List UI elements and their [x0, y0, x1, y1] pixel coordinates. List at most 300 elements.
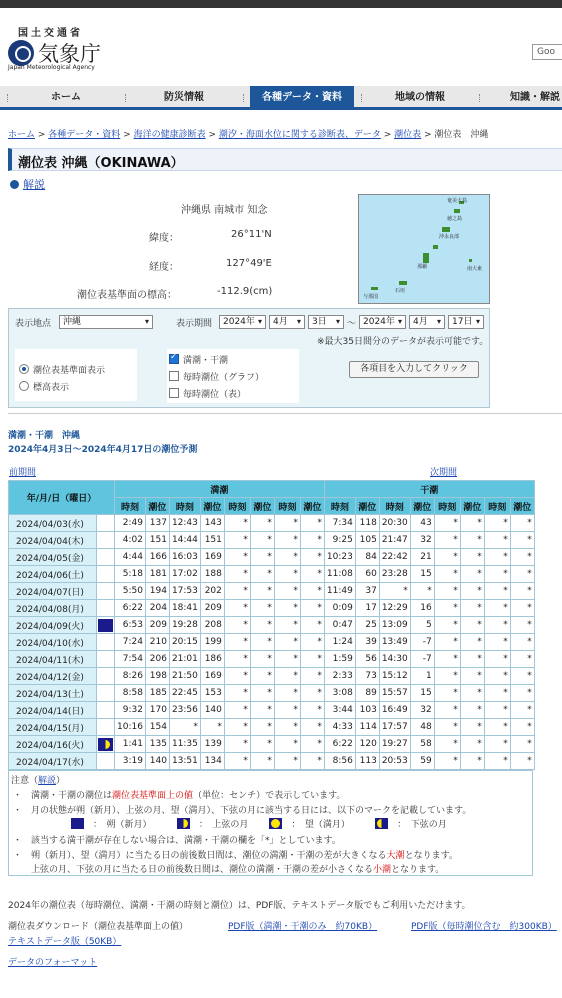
- nav-home[interactable]: ホーム: [51, 92, 81, 103]
- guide-link[interactable]: [10, 176, 45, 192]
- high-level-cell: 170: [145, 702, 169, 719]
- note-1: [13, 788, 345, 801]
- elevation-value: -112.9(cm): [217, 286, 273, 297]
- low-time-cell: *: [484, 549, 510, 566]
- low-level-cell: *: [510, 668, 534, 685]
- low-level-cell: *: [510, 583, 534, 600]
- low-time-cell: *: [434, 736, 460, 753]
- note-6-text: 上弦の月、下弦の月に当たる日の前後数日間は、潮位の満潮・干潮の差が小さくなる: [31, 865, 374, 875]
- low-time-cell: 15:12: [379, 668, 410, 685]
- high-time-cell: *: [274, 532, 300, 549]
- map-label: 沖永良部: [439, 234, 460, 240]
- logo-english-text: Japan Meteorological Agency: [8, 64, 95, 71]
- moon-cell: [97, 753, 115, 770]
- check-tide-option[interactable]: [169, 353, 228, 366]
- high-level-header: 潮位: [200, 498, 224, 515]
- moon-cell: [97, 515, 115, 532]
- note-bullet: ・: [13, 791, 23, 801]
- high-time-cell: *: [274, 566, 300, 583]
- high-time-cell: *: [274, 736, 300, 753]
- high-level-cell: *: [300, 685, 324, 702]
- low-time-cell: 12:29: [379, 600, 410, 617]
- low-time-header: 時刻: [324, 498, 355, 515]
- high-time-cell: 19:28: [169, 617, 200, 634]
- high-time-cell: *: [224, 634, 250, 651]
- high-level-cell: *: [250, 532, 274, 549]
- low-level-cell: 120: [355, 736, 379, 753]
- high-time-cell: *: [274, 702, 300, 719]
- table-row: [9, 668, 535, 685]
- notes-guide-link[interactable]: 解説: [38, 776, 57, 786]
- note-6-end: となります。: [391, 865, 445, 875]
- period-tilde: 〜: [347, 319, 357, 329]
- high-time-cell: *: [224, 549, 250, 566]
- low-time-cell: *: [484, 685, 510, 702]
- check-graph-option[interactable]: [169, 370, 264, 383]
- longitude-value: 127°49'E: [226, 258, 272, 269]
- date-cell: 2024/04/06(土): [9, 566, 97, 583]
- high-level-cell: *: [250, 651, 274, 668]
- low-time-cell: *: [484, 583, 510, 600]
- high-time-cell: *: [224, 668, 250, 685]
- low-time-cell: *: [434, 549, 460, 566]
- radio-elev[interactable]: [19, 381, 29, 391]
- high-time-cell: *: [224, 651, 250, 668]
- note-5-red: 大潮: [386, 851, 405, 861]
- high-time-cell: 6:22: [115, 600, 146, 617]
- map-label: 那覇: [417, 264, 428, 270]
- page-title: 潮位表 沖縄（OKINAWA）: [8, 148, 562, 171]
- low-level-cell: *: [460, 600, 484, 617]
- first-quarter-icon: [177, 818, 190, 829]
- map-island: [371, 287, 378, 290]
- low-time-cell: 6:22: [324, 736, 355, 753]
- low-level-cell: *: [460, 651, 484, 668]
- high-time-cell: 3:19: [115, 753, 146, 770]
- high-time-cell: 22:45: [169, 685, 200, 702]
- high-time-cell: 17:02: [169, 566, 200, 583]
- high-level-cell: 140: [200, 702, 224, 719]
- low-level-cell: 39: [355, 634, 379, 651]
- high-time-cell: *: [274, 668, 300, 685]
- period-label: 表示期間: [176, 319, 213, 329]
- high-level-cell: 151: [200, 532, 224, 549]
- point-select[interactable]: 沖縄 ▾: [59, 315, 153, 329]
- moon-cell: [97, 583, 115, 600]
- low-level-cell: 118: [355, 515, 379, 532]
- low-time-cell: 1:24: [324, 634, 355, 651]
- legend-first: ： 上弦の月: [198, 820, 249, 830]
- high-time-header: 時刻: [224, 498, 250, 515]
- high-level-cell: 210: [145, 634, 169, 651]
- low-level-cell: 89: [355, 685, 379, 702]
- low-time-cell: 2:33: [324, 668, 355, 685]
- high-level-header: 潮位: [145, 498, 169, 515]
- radio-elev-label: 標高表示: [33, 383, 70, 393]
- high-level-cell: *: [250, 583, 274, 600]
- low-time-header: 時刻: [434, 498, 460, 515]
- low-time-cell: 1:59: [324, 651, 355, 668]
- high-time-cell: 4:44: [115, 549, 146, 566]
- low-level-cell: 17: [355, 600, 379, 617]
- note-1-text: 満潮・干潮の潮位は: [31, 791, 113, 801]
- high-time-cell: *: [224, 685, 250, 702]
- jma-emblem-icon: [8, 40, 34, 66]
- high-level-cell: *: [250, 736, 274, 753]
- note-1-text-end: （単位：センチ）で表示しています。: [193, 791, 346, 801]
- high-time-cell: 2:49: [115, 515, 146, 532]
- low-time-cell: 21:47: [379, 532, 410, 549]
- data-format-link[interactable]: データのフォーマット: [8, 958, 98, 968]
- low-time-cell: *: [434, 634, 460, 651]
- to-day-select[interactable]: 17日 ▾: [448, 315, 484, 329]
- nav-disaster-info[interactable]: 防災情報: [164, 92, 204, 103]
- high-time-cell: 11:35: [169, 736, 200, 753]
- high-time-cell: 4:02: [115, 532, 146, 549]
- low-time-cell: *: [484, 515, 510, 532]
- low-time-cell: *: [484, 736, 510, 753]
- global-nav: [0, 86, 562, 110]
- low-time-cell: *: [434, 532, 460, 549]
- high-time-cell: *: [274, 600, 300, 617]
- low-level-cell: 32: [410, 702, 434, 719]
- date-cell: 2024/04/05(金): [9, 549, 97, 566]
- map-island: [454, 209, 460, 213]
- map-island: [423, 253, 429, 263]
- nav-knowledge[interactable]: 知識・解説: [510, 92, 560, 103]
- high-time-cell: *: [224, 753, 250, 770]
- high-level-cell: 169: [200, 549, 224, 566]
- low-level-cell: *: [460, 753, 484, 770]
- high-level-cell: 166: [145, 549, 169, 566]
- low-level-cell: *: [510, 719, 534, 736]
- search-form: [8, 308, 490, 408]
- notes-title: 注意: [11, 776, 30, 786]
- high-time-cell: 18:41: [169, 600, 200, 617]
- notes-box: [8, 770, 533, 876]
- moon-cell: [97, 736, 115, 753]
- high-level-cell: 204: [145, 600, 169, 617]
- moon-cell: [97, 617, 115, 634]
- low-level-header: 潮位: [410, 498, 434, 515]
- radio-elev-option[interactable]: [19, 380, 69, 393]
- jma-logo[interactable]: [8, 24, 108, 74]
- new-moon-icon: [98, 619, 113, 632]
- submit-button[interactable]: 各項目を入力してクリック: [349, 361, 479, 378]
- high-time-cell: *: [274, 651, 300, 668]
- high-time-header: 時刻: [274, 498, 300, 515]
- high-level-cell: 143: [200, 515, 224, 532]
- high-level-cell: 135: [145, 736, 169, 753]
- low-level-header: 潮位: [355, 498, 379, 515]
- low-level-cell: 15: [410, 685, 434, 702]
- low-tide-header: 干潮: [324, 481, 534, 498]
- high-level-cell: *: [300, 532, 324, 549]
- low-time-cell: 22:42: [379, 549, 410, 566]
- tide-table: [8, 480, 535, 770]
- breadcrumb-current: 潮位表 沖縄: [434, 130, 489, 140]
- table-row: [9, 685, 535, 702]
- nav-data-materials[interactable]: 各種データ・資料: [250, 86, 354, 110]
- low-time-cell: 0:47: [324, 617, 355, 634]
- download-label: 潮位表ダウンロード（潮位表基準面上の値）: [8, 922, 189, 932]
- low-level-cell: *: [510, 685, 534, 702]
- high-level-cell: *: [250, 668, 274, 685]
- high-level-cell: *: [300, 583, 324, 600]
- display-items-group: [167, 349, 299, 403]
- low-time-cell: *: [484, 651, 510, 668]
- pdf-hourly-link[interactable]: PDF版（毎時潮位含む 約300KB）: [411, 922, 557, 932]
- high-level-cell: 169: [200, 668, 224, 685]
- high-level-cell: *: [300, 634, 324, 651]
- date-cell: 2024/04/09(火): [9, 617, 97, 634]
- breadcrumb-data[interactable]: 各種データ・資料: [48, 130, 121, 140]
- map-island: [469, 259, 472, 262]
- low-level-cell: *: [410, 583, 434, 600]
- high-time-cell: *: [169, 719, 200, 736]
- last-quarter-icon: [375, 818, 388, 829]
- high-level-cell: 181: [145, 566, 169, 583]
- high-level-cell: *: [300, 515, 324, 532]
- low-level-cell: *: [460, 515, 484, 532]
- breadcrumb-tide-diagnosis[interactable]: 潮汐・海面水位に関する診断表、データ: [218, 130, 381, 140]
- low-level-cell: *: [460, 566, 484, 583]
- low-time-cell: 0:09: [324, 600, 355, 617]
- high-level-header: 潮位: [250, 498, 274, 515]
- high-time-cell: *: [224, 600, 250, 617]
- low-level-cell: *: [460, 583, 484, 600]
- low-level-cell: *: [510, 600, 534, 617]
- high-time-cell: 5:18: [115, 566, 146, 583]
- note-5-text: 朔（新月）、望（満月）に当たる日の前後数日間は、潮位の満潮・干潮の差が大きくなる: [31, 851, 387, 861]
- low-level-cell: *: [460, 549, 484, 566]
- low-time-cell: 11:08: [324, 566, 355, 583]
- check-tide-label: 満潮・干潮: [183, 356, 229, 366]
- moon-cell: [97, 634, 115, 651]
- high-level-cell: *: [300, 668, 324, 685]
- station-map: [358, 194, 490, 304]
- high-level-cell: 185: [145, 685, 169, 702]
- next-period-link[interactable]: 次期間: [430, 468, 458, 478]
- low-time-cell: *: [434, 753, 460, 770]
- high-level-cell: 134: [200, 753, 224, 770]
- low-level-cell: 114: [355, 719, 379, 736]
- low-level-cell: *: [510, 549, 534, 566]
- low-time-cell: 9:25: [324, 532, 355, 549]
- logo-agency-text: 気象庁: [38, 42, 101, 66]
- low-time-cell: *: [484, 702, 510, 719]
- to-month-select[interactable]: 4月 ▾: [409, 315, 445, 329]
- moon-cell: [97, 600, 115, 617]
- date-cell: 2024/04/07(日): [9, 583, 97, 600]
- low-time-cell: *: [434, 651, 460, 668]
- high-level-cell: 206: [145, 651, 169, 668]
- high-level-cell: *: [250, 515, 274, 532]
- low-level-cell: 32: [410, 532, 434, 549]
- max-days-note: ※最大35日間分のデータが表示可能です。: [317, 337, 489, 347]
- low-level-cell: 48: [410, 719, 434, 736]
- low-time-cell: 10:23: [324, 549, 355, 566]
- high-time-cell: 17:53: [169, 583, 200, 600]
- point-label: 表示地点: [15, 319, 52, 329]
- check-tide[interactable]: [169, 354, 179, 364]
- date-cell: 2024/04/11(木): [9, 651, 97, 668]
- high-time-cell: *: [274, 583, 300, 600]
- high-time-cell: 21:01: [169, 651, 200, 668]
- low-time-cell: 3:44: [324, 702, 355, 719]
- radio-base-option[interactable]: [19, 363, 105, 376]
- nav-separator: [243, 94, 244, 102]
- moon-cell: [97, 651, 115, 668]
- divider: [8, 413, 562, 414]
- map-island: [442, 227, 450, 232]
- low-level-cell: 105: [355, 532, 379, 549]
- low-time-cell: 14:30: [379, 651, 410, 668]
- low-time-cell: 4:33: [324, 719, 355, 736]
- notes-title-line: 注意（解説）: [11, 776, 66, 786]
- moon-cell: [97, 549, 115, 566]
- high-time-cell: *: [224, 566, 250, 583]
- high-time-cell: 10:16: [115, 719, 146, 736]
- date-cell: 2024/04/12(金): [9, 668, 97, 685]
- note-2: [13, 803, 471, 816]
- high-level-cell: *: [300, 549, 324, 566]
- low-level-cell: 1: [410, 668, 434, 685]
- low-level-cell: 58: [410, 736, 434, 753]
- to-year-select[interactable]: 2024年 ▾: [359, 315, 406, 329]
- legend-new: ： 朔（新月）: [93, 820, 148, 830]
- text-data-link[interactable]: テキストデータ版（50KB）: [8, 937, 122, 947]
- high-time-cell: 8:58: [115, 685, 146, 702]
- radio-base-label: 潮位表基準面表示: [33, 366, 106, 376]
- low-level-cell: 113: [355, 753, 379, 770]
- high-time-cell: 23:56: [169, 702, 200, 719]
- top-bar: [0, 0, 562, 8]
- low-time-cell: *: [434, 668, 460, 685]
- high-level-cell: 202: [200, 583, 224, 600]
- low-time-cell: *: [434, 600, 460, 617]
- high-level-cell: 198: [145, 668, 169, 685]
- result-period: 2024年4月3日〜2024年4月17日の潮位予測: [8, 445, 198, 455]
- low-level-cell: *: [460, 702, 484, 719]
- high-level-cell: 151: [145, 532, 169, 549]
- check-graph[interactable]: [169, 371, 179, 381]
- low-level-cell: *: [510, 532, 534, 549]
- note-4-text: 該当する満干潮が存在しない場合は、満潮・干潮の欄を「*」としています。: [31, 836, 341, 846]
- low-time-cell: *: [484, 753, 510, 770]
- high-level-cell: 188: [200, 566, 224, 583]
- note-5: [13, 848, 458, 861]
- low-level-cell: 73: [355, 668, 379, 685]
- high-level-cell: 139: [200, 736, 224, 753]
- high-level-cell: 154: [145, 719, 169, 736]
- result-heading: 満潮・干潮 沖縄: [8, 431, 81, 441]
- low-time-cell: *: [434, 719, 460, 736]
- high-time-cell: *: [274, 549, 300, 566]
- high-time-cell: 7:54: [115, 651, 146, 668]
- moon-cell: [97, 532, 115, 549]
- guide-link-label: 解説: [23, 178, 45, 191]
- new-moon-icon: [71, 818, 84, 829]
- low-level-cell: *: [460, 668, 484, 685]
- low-level-header: 潮位: [510, 498, 534, 515]
- high-time-cell: 13:51: [169, 753, 200, 770]
- breadcrumb-tide-table[interactable]: 潮位表: [394, 130, 422, 140]
- date-cell: 2024/04/16(火): [9, 736, 97, 753]
- high-level-cell: 208: [200, 617, 224, 634]
- high-level-cell: *: [250, 702, 274, 719]
- high-time-cell: 1:41: [115, 736, 146, 753]
- breadcrumb-home[interactable]: ホーム: [8, 130, 36, 140]
- high-level-cell: *: [250, 549, 274, 566]
- note-2-text: 月の状態が朔（新月）、上弦の月、望（満月）、下弦の月に該当する日には、以下のマークを記載しています。: [31, 806, 472, 816]
- moon-legend: [71, 817, 447, 830]
- from-month-select[interactable]: 4月 ▾: [269, 315, 305, 329]
- low-level-cell: *: [510, 617, 534, 634]
- high-time-cell: *: [274, 719, 300, 736]
- breadcrumb-ocean[interactable]: 海洋の健康診断表: [133, 130, 206, 140]
- prev-period-link[interactable]: 前期間: [9, 468, 37, 478]
- low-time-cell: *: [434, 583, 460, 600]
- low-level-cell: *: [460, 685, 484, 702]
- note-6: [31, 862, 444, 875]
- date-header: 年/月/日（曜日）: [9, 481, 115, 515]
- high-level-cell: 209: [200, 600, 224, 617]
- check-hourly[interactable]: [169, 388, 179, 398]
- note-6-red: 小潮: [373, 865, 392, 875]
- map-label: 与那国: [363, 294, 379, 300]
- low-level-cell: -7: [410, 634, 434, 651]
- low-level-cell: *: [510, 702, 534, 719]
- map-island: [399, 281, 407, 285]
- note-bullet: ・: [13, 836, 23, 846]
- low-time-cell: 3:08: [324, 685, 355, 702]
- low-level-cell: *: [510, 753, 534, 770]
- low-time-cell: 15:57: [379, 685, 410, 702]
- low-level-cell: 25: [355, 617, 379, 634]
- date-cell: 2024/04/10(水): [9, 634, 97, 651]
- breadcrumb: ホーム > 各種データ・資料 > 海洋の健康診断表 > 潮汐・海面水位に関する診断表、データ > 潮位表 > 潮位表 沖縄: [8, 130, 489, 140]
- table-row: [9, 583, 535, 600]
- high-time-cell: 16:03: [169, 549, 200, 566]
- nav-regional-info[interactable]: 地域の情報: [395, 92, 445, 103]
- high-time-cell: 14:44: [169, 532, 200, 549]
- elevation-label: 潮位表基準面の標高：: [77, 290, 177, 301]
- low-level-cell: 16: [410, 600, 434, 617]
- moon-cell: [97, 668, 115, 685]
- from-day-select[interactable]: 3日 ▾: [308, 315, 344, 329]
- low-level-cell: *: [460, 617, 484, 634]
- radio-base[interactable]: [19, 364, 29, 374]
- low-time-cell: *: [484, 668, 510, 685]
- low-level-cell: 56: [355, 651, 379, 668]
- from-year-select[interactable]: 2024年 ▾: [219, 315, 266, 329]
- low-level-cell: *: [460, 532, 484, 549]
- table-row: [9, 736, 535, 753]
- high-time-cell: *: [274, 753, 300, 770]
- high-time-cell: *: [224, 702, 250, 719]
- high-level-cell: *: [250, 600, 274, 617]
- low-time-cell: 17:57: [379, 719, 410, 736]
- high-level-cell: 140: [145, 753, 169, 770]
- google-search-input[interactable]: Goo: [532, 44, 562, 60]
- high-time-cell: 6:53: [115, 617, 146, 634]
- low-time-header: 時刻: [484, 498, 510, 515]
- pdf-high-low-link[interactable]: PDF版（満潮・干潮のみ 約70KB）: [228, 922, 378, 932]
- low-level-cell: *: [460, 719, 484, 736]
- check-graph-label: 毎時潮位（グラフ）: [183, 373, 265, 383]
- check-hourly-option[interactable]: [169, 387, 246, 400]
